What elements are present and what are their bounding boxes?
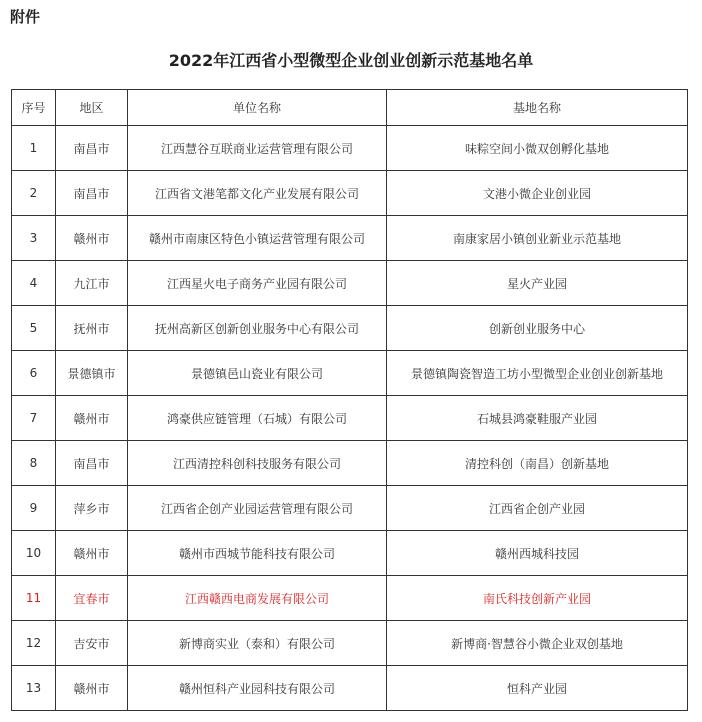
cell-unit-name: 江西省文港笔都文化产业发展有限公司 [128,171,387,216]
cell-no: 3 [12,216,56,261]
document-title: 2022年江西省小型微型企业创业创新示范基地名单 [168,51,534,70]
cell-unit-name: 赣州恒科产业园科技有限公司 [128,666,387,711]
cell-base-name: 恒科产业园 [387,666,688,711]
cell-unit-name: 江西星火电子商务产业园有限公司 [128,261,387,306]
column-header-region: 地区 [56,90,128,126]
cell-region: 赣州市 [56,531,128,576]
cell-base-name: 南氏科技创新产业园 [387,576,688,621]
cell-base-name: 文港小微企业创业园 [387,171,688,216]
cell-base-name: 江西省企创产业园 [387,486,688,531]
cell-region: 赣州市 [56,396,128,441]
table-body [12,126,688,711]
cell-no: 7 [12,396,56,441]
cell-unit-name: 江西慧谷互联商业运营管理有限公司 [128,126,387,171]
demo-base-table [11,89,688,711]
cell-unit-name: 江西赣西电商发展有限公司 [128,576,387,621]
cell-region: 南昌市 [56,171,128,216]
attachment-label: 附件 [10,8,41,26]
cell-unit-name: 江西省企创产业园运营管理有限公司 [128,486,387,531]
table-row [12,576,688,621]
cell-region: 南昌市 [56,441,128,486]
table-row [12,306,688,351]
column-header-unit: 单位名称 [128,90,387,126]
cell-unit-name: 新博商实业（泰和）有限公司 [128,621,387,666]
table-row [12,171,688,216]
column-header-base: 基地名称 [387,90,688,126]
table-row [12,351,688,396]
cell-region: 宜春市 [56,576,128,621]
cell-no: 9 [12,486,56,531]
cell-region: 抚州市 [56,306,128,351]
cell-no: 1 [12,126,56,171]
cell-base-name: 星火产业园 [387,261,688,306]
cell-no: 6 [12,351,56,396]
cell-base-name: 石城县鸿豪鞋服产业园 [387,396,688,441]
cell-no: 2 [12,171,56,216]
table-row [12,621,688,666]
cell-unit-name: 鸿豪供应链管理（石城）有限公司 [128,396,387,441]
column-header-no: 序号 [12,90,56,126]
cell-base-name: 味粽空间小微双创孵化基地 [387,126,688,171]
table-header-row [12,90,688,126]
table-row [12,666,688,711]
cell-region: 赣州市 [56,216,128,261]
cell-unit-name: 抚州高新区创新创业服务中心有限公司 [128,306,387,351]
table-row [12,531,688,576]
cell-base-name: 新博商·智慧谷小微企业双创基地 [387,621,688,666]
table-row [12,441,688,486]
cell-no: 12 [12,621,56,666]
cell-region: 九江市 [56,261,128,306]
table-row [12,126,688,171]
cell-region: 吉安市 [56,621,128,666]
table-row [12,396,688,441]
table-row [12,216,688,261]
cell-no: 5 [12,306,56,351]
cell-no: 11 [12,576,56,621]
cell-region: 赣州市 [56,666,128,711]
cell-no: 4 [12,261,56,306]
cell-region: 景德镇市 [56,351,128,396]
cell-no: 10 [12,531,56,576]
cell-no: 13 [12,666,56,711]
cell-base-name: 景德镇陶瓷智造工坊小型微型企业创业创新基地 [387,351,688,396]
table-row [12,486,688,531]
cell-base-name: 清控科创（南昌）创新基地 [387,441,688,486]
cell-base-name: 南康家居小镇创业新业示范基地 [387,216,688,261]
cell-region: 萍乡市 [56,486,128,531]
cell-unit-name: 景德镇邑山瓷业有限公司 [128,351,387,396]
cell-unit-name: 赣州市西城节能科技有限公司 [128,531,387,576]
cell-unit-name: 赣州市南康区特色小镇运营管理有限公司 [128,216,387,261]
cell-unit-name: 江西清控科创科技服务有限公司 [128,441,387,486]
table-row [12,261,688,306]
cell-base-name: 创新创业服务中心 [387,306,688,351]
cell-no: 8 [12,441,56,486]
cell-region: 南昌市 [56,126,128,171]
cell-base-name: 赣州西城科技园 [387,531,688,576]
